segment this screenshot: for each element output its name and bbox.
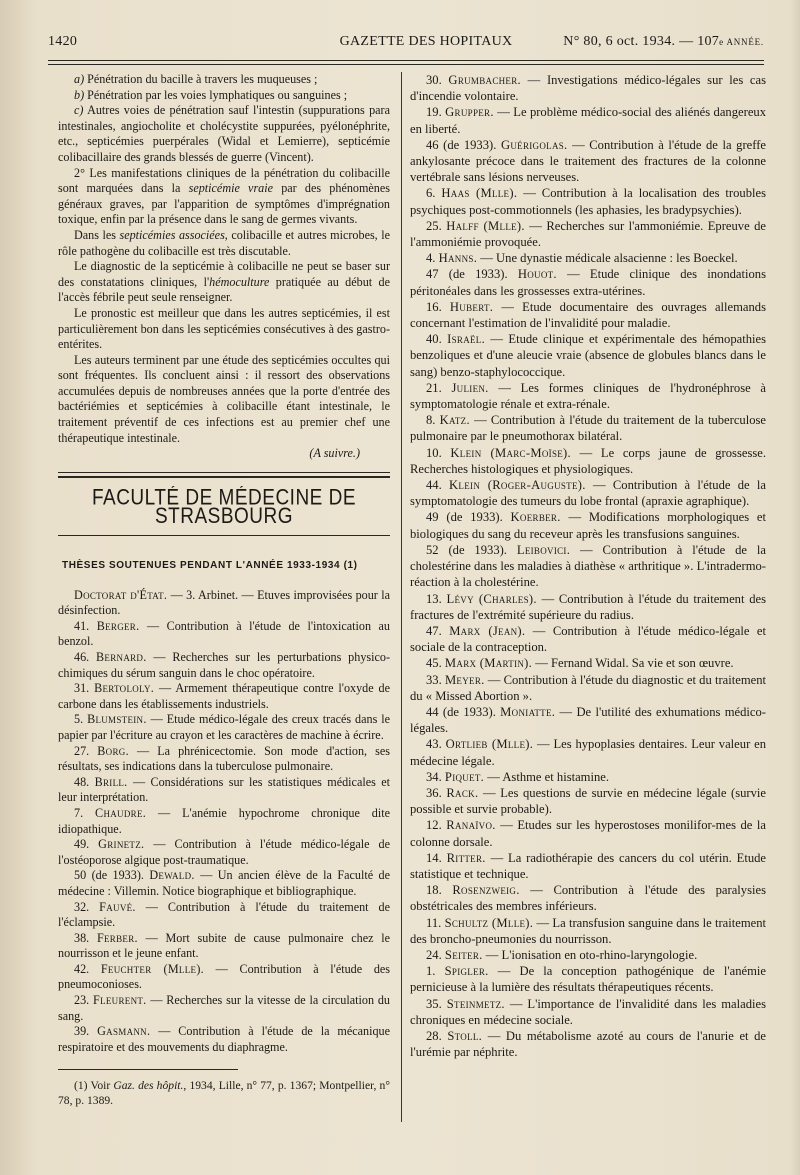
thesis-entry [410,736,766,768]
thesis-title: — Mort subite de cause pulmonaire chez le nourrisson et le jeune enfant. [58,930,390,961]
thesis-title: — Contribution à l'étude de la symptomatologie des tumeurs du lobe frontal (apraxie agraphique). [410,478,767,509]
article-paragraph [58,353,390,447]
thesis-number: 40. [426,332,448,347]
section-title: FACULTÉ DE MÉDECINE DE STRASBOURG [91,486,357,529]
thesis-author: Klein (Marc-Moïse). [450,445,571,460]
thesis-title: — Contribution à la localisation des troubles psychiques post-commotionnels (les aphasies, les bradypsychies). [410,186,767,217]
thesis-author: Grinetz. [98,837,145,852]
paragraph-text: Pénétration par les voies lymphatiques ou sanguines ; [84,87,348,102]
thesis-author: Ferber. [96,930,138,945]
thesis-title: — Recherches sur les perturbations physico-chimiques du sérum sanguin dans le choc opératoire. [58,650,390,680]
thesis-title: — Contribution à l'étude du traitement des fractures de l'extrémité supérieure du radius. [410,591,766,622]
issue-date: N° 80, 6 oct. 1934. — 107 [563,34,720,49]
paragraph-italic: a) [74,72,85,86]
thesis-entry [58,931,390,962]
thesis-number: 19. [426,105,446,120]
thesis-title: — Contribution à l'étude de la greffe ankylosante précoce dans le traitement des fractures de la colonne vertébrale sans lésions nerveuses. [410,137,766,185]
section-rule-top [58,472,390,473]
journal-title: GAZETTE DES HOPITAUX [339,34,513,49]
thesis-number: 23. [74,993,94,1008]
thesis-author: Seiter. [444,947,483,962]
thesis-number: 36. [426,785,447,800]
thesis-number: 27. [74,743,98,758]
thesis-number: 10. [426,445,451,460]
thesis-title: — Les questions de survie en médecine légale (survie possible et survie probable). [410,785,766,817]
thesis-entry [410,412,766,444]
thesis-title: — Etude documentaire des ouvrages allemands concernant l'estimation de l'invalidité pour maladie. [410,299,766,331]
thesis-number: 4. [426,251,439,266]
thesis-title: — Contribution à l'étude médico-légale et sociale de la contraception. [410,623,766,655]
thesis-entry [410,185,766,217]
thesis-entry [58,619,390,650]
thesis-title: — Recherches sur l'ammoniémie. Epreuve de l'ammoniémie provoquée. [410,218,767,250]
thesis-author: Steinmetz. [446,996,505,1011]
thesis-entry [410,542,766,591]
thesis-number: 50 (de 1933). [74,868,150,883]
thesis-title: — Considérations sur les statistiques médicales et leur interprétation. [58,774,390,805]
thesis-entry [410,655,766,671]
thesis-number: 8. [426,413,440,428]
theses-list-left [58,588,390,1056]
thesis-title: — 3. Arbinet. — Etuves improvisées pour la désinfection. [58,587,390,618]
thesis-author: Halff (Mlle). [446,218,525,233]
thesis-author: Doctorat d'État. [74,587,168,602]
thesis-title: — La radiothérapie des cancers du col utérin. Etude statistique et technique. [410,850,767,881]
thesis-entry [58,588,390,619]
thesis-entry [410,963,766,995]
thesis-title: — Le problème médico-social des aliénés dangereux en liberté. [410,105,766,136]
thesis-author: Julien. [451,380,489,395]
thesis-number: 32. [74,899,100,914]
thesis-entry [410,72,766,104]
section-rule-bottom [58,476,390,478]
thesis-entry [58,962,390,993]
thesis-number: 48. [74,774,95,789]
thesis-number: 47. [426,623,450,638]
thesis-number: 44. [426,478,450,493]
footnote-journal: Gaz. des hôpit. [113,1079,184,1093]
paragraph-text: Dans les [74,227,120,242]
thesis-number: 12. [426,818,447,833]
thesis-author: Marx (Jean). [449,623,526,638]
thesis-entry [410,672,766,704]
thesis-title: — Asthme et histamine. [484,769,610,784]
header-rule-thin [48,64,764,65]
thesis-author: Marx (Martin). [444,656,533,671]
thesis-title: — Fernand Widal. Sa vie et son œuvre. [532,656,734,671]
thesis-title: — Une dynastie médicale alsacienne : les Boeckel. [477,251,738,266]
article-paragraph [58,166,390,228]
thesis-title: — L'ionisation en oto-rhino-laryngologie. [482,947,698,962]
thesis-number: 6. [426,186,442,201]
thesis-author: Feuchter (Mlle). [100,961,204,976]
thesis-number: 46 (de 1933). [426,137,501,152]
thesis-entry [410,266,766,298]
thesis-title: — Modifications morphologiques et biologiques du sang du receveur après les transfusions sanguines. [410,510,766,541]
thesis-title: — Contribution à l'étude des paralysies obstétricales des membres inférieurs. [410,883,766,914]
thesis-entry [410,250,766,266]
thesis-author: Stoll. [447,1028,483,1043]
article-paragraph [58,88,390,104]
paragraph-text: pratiquée au début de l'accès fébrile peut seule renseigner. [58,274,390,305]
thesis-number: 45. [426,656,445,671]
thesis-number: 39. [74,1024,98,1039]
theses-list-right [410,72,766,1060]
paragraph-text: par des phénomènes généraux graves, par l'apparition de symptômes d'imprégnation toxique, enfin par la présence dans le sang de germes vivants. [58,181,390,227]
thesis-title: — Contribution à l'étude médico-légale de l'ostéoporose algique post-traumatique. [58,837,390,867]
to-be-continued: (A suivre.) [309,446,360,461]
thesis-number: 28. [426,1028,448,1043]
thesis-author: Fauvé. [99,899,136,914]
thesis-entry [410,591,766,623]
paragraph-text: Les auteurs terminent par une étude des septicémies occultes qui sont fréquentes. Ils concluent ainsi : il ressort des observations accumulées depuis de nombreuses années que la porte d'entrée des bactériémies et septicémies à colibacille étant intestinale, le traitement préventif de ces infections est au premier chef une thérapeutique intestinale. [58,352,390,445]
thesis-entry [58,744,390,775]
thesis-author: Fleurent. [93,993,147,1008]
issue-info [563,34,764,50]
thesis-entry [410,477,766,509]
thesis-author: Houot. [517,267,557,282]
paragraph-text: , colibacille et autres microbes, le rôle pathogène du colibacille est très discutable. [58,227,390,258]
article-paragraph [58,259,390,306]
thesis-number: 49 (de 1933). [426,510,511,525]
thesis-title: — De la conception pathogénique de l'anémie pernicieuse à la lumière des résultats thérapeutiques récents. [410,964,766,995]
paragraph-italic: b) [74,87,85,102]
thesis-author: Gasmann. [97,1024,151,1039]
thesis-number: 44 (de 1933). [426,704,501,719]
thesis-author: Bernard. [96,650,147,664]
thesis-author: Ranaïvo. [446,818,496,833]
thesis-author: Katz. [439,413,470,428]
thesis-title: — Investigations médico-légales sur les cas d'incendie volontaire. [410,73,766,104]
thesis-number: 21. [426,380,452,395]
paragraph-italic: septicémies associées [119,227,225,242]
paragraph-text: Le diagnostic de la septicémie à colibacille ne peut se baser sur des constatations cliniques, l' [58,259,390,289]
thesis-author: Meyer. [444,672,485,687]
thesis-number: 13. [426,591,447,606]
thesis-title: — La phrénicectomie. Son mode d'action, ses résultats, ses indications dans la tuberculose pulmonaire. [58,743,390,774]
thesis-title: — L'anémie hypochrome chronique dite idiopathique. [58,805,390,836]
thesis-author: Guérigolas. [500,137,568,152]
thesis-title: — Etude médico-légale des creux tracés dans le papier par l'écriture au crayon et les caractères de machine à écrire. [58,712,391,742]
thesis-entry [410,882,766,914]
footnote [58,1078,390,1108]
thesis-title: — Recherches sur la vitesse de la circulation du sang. [58,993,390,1023]
subsection-title: THÈSES SOUTENUES PENDANT L'ANNÉE 1933-1934 (1) [62,560,358,572]
thesis-number: 49. [74,837,99,852]
thesis-number: 25. [426,218,447,233]
thesis-number: 52 (de 1933). [426,542,517,557]
thesis-number: 31. [74,681,95,696]
paragraph-text: Le pronostic est meilleur que dans les autres septicémies, il est particulièrement bon dans les septicémies consécutives à des gastro-entérites. [58,305,390,352]
thesis-number: 47 (de 1933). [426,267,518,282]
article-paragraph [58,72,390,88]
thesis-number: 14. [426,850,447,865]
thesis-author: Chaudre. [95,805,147,820]
thesis-entry [410,445,766,477]
thesis-number: 41. [74,618,97,633]
thesis-author: Borg. [97,743,129,758]
thesis-author: Koerber. [510,510,561,525]
thesis-title: — Contribution à l'étude de la cholestérine dans les maladies à diathèse « arthritique ». L'intradermo-réaction à la cholestérine. [410,542,766,590]
thesis-author: Dewald. [149,868,195,883]
thesis-number: 18. [426,883,453,898]
thesis-entry [410,218,766,250]
thesis-title: — Un ancien élève de la Faculté de médecine : Villemin. Notice biographique et bibliographique. [58,868,390,898]
thesis-title: — Le corps jaune de grossesse. Recherches histologiques et physiologiques. [410,445,766,476]
thesis-number: 7. [74,805,96,820]
thesis-entry [410,104,766,136]
thesis-title: — Du métabolisme azoté au cours de l'anurie et de l'urémie par néphrite. [410,1028,767,1060]
thesis-title: — Etude clinique des inondations péritonéales dans les grossesses extra-utérines. [410,267,766,298]
thesis-title: — Contribution à l'étude des pneumoconioses. [58,961,390,992]
thesis-author: Blumstein. [87,712,147,727]
thesis-entry [410,915,766,947]
article-paragraph [58,103,390,165]
thesis-author: Leibovici. [516,542,571,557]
thesis-author: Klein (Roger-Auguste). [449,478,586,493]
paragraph-italic: c) [74,103,84,118]
thesis-entry [410,299,766,331]
thesis-entry [410,817,766,849]
article-paragraph [58,228,390,259]
thesis-title: — Armement thérapeutique contre l'oxyde de carbone dans les établissements industriels. [58,681,390,711]
thesis-author: Ritter. [446,850,486,865]
thesis-entry [410,380,766,412]
thesis-entry [410,331,766,380]
thesis-entry [58,837,390,868]
thesis-entry [410,769,766,785]
thesis-title: — La transfusion sanguine dans le traitement des broncho-pneumonies du nourrisson. [410,915,766,946]
paragraph-text: Pénétration du bacille à travers les muqueuses ; [84,72,318,86]
thesis-title: — Contribution à l'étude de la mécanique respiratoire et des mouvements du diaphragme. [58,1024,391,1054]
thesis-title: — Contribution à l'étude du diagnostic et du traitement du « Missed Abortion ». [410,672,766,703]
thesis-entry [58,681,390,712]
thesis-entry [58,650,390,681]
right-column [410,72,766,1060]
thesis-entry [410,850,766,882]
thesis-title: — Les formes cliniques de l'hydronéphrose à symptomatologie rénale et extra-rénale. [410,380,766,412]
thesis-author: Moniatte. [500,704,556,719]
thesis-number: 46. [74,650,97,664]
thesis-author: Ortlieb (Mlle). [445,737,534,752]
left-column [58,72,390,1108]
article-continuation [58,72,390,446]
issue-suffix: e ANNÉE. [719,37,764,47]
thesis-number: 5. [74,712,88,727]
thesis-entry [410,137,766,186]
thesis-entry [58,868,390,899]
thesis-number: 34. [426,769,445,784]
paragraph-italic: hémoculture [209,274,270,289]
thesis-title: — Etude clinique et expérimentale des hémopathies benzoliques et d'une aleucie vraie (absence de globules blancs dans le sang) benzo-staphylococcique. [410,332,766,379]
thesis-entry [410,785,766,817]
thesis-author: Rack. [446,785,479,800]
thesis-title: — L'importance de l'invalidité dans les maladies chroniques en médecine sociale. [410,996,767,1027]
thesis-author: Lévy (Charles). [446,591,537,606]
thesis-author: Hanns. [438,251,478,266]
thesis-author: Spigler. [444,964,489,979]
thesis-author: Israël. [447,332,486,347]
thesis-author: Berger. [96,618,140,633]
thesis-entry [410,947,766,963]
article-paragraph [58,306,390,353]
thesis-title: — Les hypoplasies dentaires. Leur valeur en médecine légale. [410,737,766,768]
thesis-author: Rosenzweig. [452,883,520,898]
thesis-number: 35. [426,996,447,1011]
thesis-number: 30. [426,73,449,87]
column-divider [401,72,402,1122]
footnote-post: , 1934, Lille, n° 77, p. 1367; Montpellier, n° 78, p. 1389. [58,1079,390,1108]
thesis-author: Brill. [94,774,128,789]
thesis-entry [58,993,390,1024]
thesis-number: 42. [74,961,101,976]
thesis-entry [410,704,766,736]
thesis-author: Schultz (Mlle). [444,915,534,930]
thesis-entry [410,996,766,1028]
thesis-entry [58,1024,390,1055]
thesis-author: Piquet. [444,769,485,784]
thesis-entry [58,806,390,837]
paragraph-text: Autres voies de pénétration sauf l'intestin (suppurations para intestinales, angiocholite et cholécystite suppurées, pyélonéphrite, etc., septicémies puerpérales (Widal et Lemierre), septicémie colibacillaire des grands blessés de guerre (Vincent). [58,103,390,164]
thesis-entry [58,900,390,931]
thesis-author: Hubert. [449,299,494,314]
page-number: 1420 [48,34,78,49]
header-rule [48,60,764,61]
thesis-number: 24. [426,947,445,962]
footnote-rule [58,1069,238,1070]
thesis-author: Haas (Mlle). [441,186,518,201]
thesis-number: 11. [426,915,445,930]
thesis-entry [410,1028,766,1060]
thesis-entry [58,712,390,743]
thesis-entry [58,775,390,806]
thesis-title: — Contribution à l'étude du traitement de l'éclampsie. [58,899,390,930]
thesis-number: 33. [426,672,445,687]
page-header [48,34,764,56]
thesis-entry [410,509,766,541]
thesis-title: — Etudes sur les hyperostoses monilifor-mes de la colonne dorsale. [410,818,766,849]
thesis-number: 1. [426,964,445,979]
paragraph-italic: septicémie vraie [188,181,273,196]
section-title-rule [58,535,390,536]
thesis-number: 16. [426,299,450,314]
thesis-number: 43. [426,737,446,752]
thesis-author: Grumbacher. [448,73,521,87]
thesis-title: — Contribution à l'étude du traitement de la tuberculose pulmonaire par le pneumothorax bilatéral. [410,413,766,444]
paragraph-text: 2° Les manifestations cliniques de la pénétration du colibacille sont marquées dans la [58,165,390,196]
thesis-author: Bertololy. [94,681,155,696]
thesis-title: — Contribution à l'étude de l'intoxication au benzol. [58,618,390,649]
thesis-number: 38. [74,930,97,945]
thesis-entry [410,623,766,655]
thesis-title: — De l'utilité des exhumations médico-légales. [410,704,766,736]
thesis-author: Grupper. [445,105,494,120]
footnote-pre: (1) Voir [74,1079,114,1093]
